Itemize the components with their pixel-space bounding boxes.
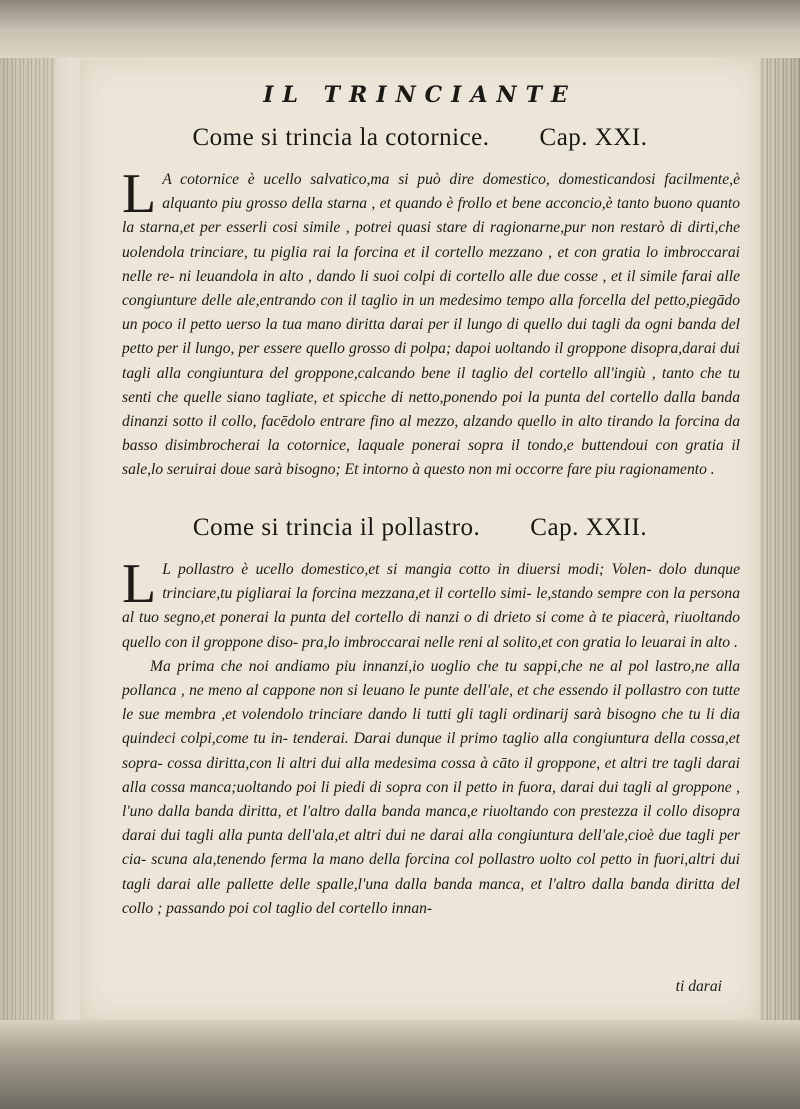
paragraph-text: Ma prima che noi andiamo piu innanzi,io uoglio che tu sappi,che ne al pol lastro,ne alla pollanca , ne meno al cappone non si leuano le punte dell'ale, et che essendo il pollastro con tutte le sue membra ,et volendolo trinciare dando li tutti gli tagli ordinarij sarà bisogno che tu li dia quindeci colpi,come tu in- tenderai. Darai dunque il primo taglio alla congiuntura della cossa,et sopra- cossa diritta,con li altri dui alla medesima cossa à cāto il groppone, et altri tre tagli darai alla cossa manca;uoltando poi li piedi di sopra con il petto in fuora, darai dui tagli al groppone , l'uno dalla banda diritta, et l'altro dalla banda manca,e riuoltando con prestezza il collo disopra darai dui tagli alla punta dell'ala,et altri dui ne darai alla congiuntura dell'ale,cioè due tagli per cia- scuna ala,tenendo ferma la mano della forcina col pollastro uolto col petto in fuori,altri dui tagli darai alle pallette delle spalle,l'una dalla banda manca, et l'altro dalla banda diritta del collo ; passando poi col taglio del cortello innan- [122, 657, 740, 917]
catchword: ti darai [675, 978, 722, 995]
chapter-title: Come si trincia il pollastro. [192, 514, 481, 541]
drop-cap: L [122, 163, 157, 225]
drop-cap: L [122, 553, 157, 615]
book-left-page-edges [0, 58, 55, 1020]
running-head: IL TRINCIANTE [263, 82, 577, 108]
chapter-body-xxi [122, 163, 740, 483]
chapter-heading-xxi [80, 124, 760, 152]
scan-bottom-edge [0, 1020, 800, 1109]
chapter-number: Cap. XXI. [539, 124, 648, 151]
book-page [80, 60, 760, 1020]
paragraph [122, 553, 740, 655]
scan-top-edge [0, 0, 800, 58]
chapter-number: Cap. XXII. [530, 514, 648, 541]
paragraph-text: A cotornice è ucello salvatico,ma si può dire domestico, domesticandosi facilmente,è alquanto piu grosso della starna , et quando è frollo et bene acconcio,è tanto buono quanto la starna,et per esserli cosi simile , potrei quasi stare di ragionarne,pur non restarò di dirti,che uolendola trinciare, tu piglia rai la forcina et il cortello mezzano , et con gratia lo imbroccarai nelle re- ni leuandola in alto , dando li suoi colpi di cortello alle due cosse , et il simile farai alle congiunture delle ale,entrando con il taglio in un medesimo tempo alla forcella del petto,piegādo un poco il petto uerso la tua mano diritta darai per il lungo di quello dui tagli da ogni banda del petto per il lungo, per essere quello grosso di polpa; dapoi uoltando il groppone disopra,darai dui tagli alla congiuntura del groppone,calcando bene il taglio del cortello all'ingiù , tanto che tu senti che quelle siano tagliate, et spicche di netto,ponendo poi la punta del cortello dalla banda dinanzi sotto il collo, facēdolo entrare fino al mezzo, alzando quello in alto tirando la forcina da basso disimbrocherai la cotornice, laquale ponerai sopra il tondo,e buttendoui con gratia il sale,lo seruirai doue sarà bisogno; Et intorno à questo non mi occorre fare piu ragionamento . [122, 171, 740, 479]
paragraph-text: L pollastro è ucello domestico,et si mangia cotto in diuersi modi; Volen- dolo dunque trinciare,tu pigliarai la forcina mezzana,et il cortello simi- le,stando sempre con la persona al tuo segno,et ponerai la punta del cortello di nanzi o di drieto si come à te piacerà, riuoltando quello con il groppone diso- pra,lo imbroccarai nelle reni al solito,et con gratia lo leuarai in alto . [122, 561, 740, 651]
chapter-title: Come si trincia la cotornice. [192, 124, 490, 151]
book-right-page-edges [760, 58, 800, 1020]
paragraph [122, 655, 740, 921]
chapter-body-xxii [122, 553, 740, 921]
chapter-heading-xxii [80, 514, 760, 542]
paragraph [122, 163, 740, 483]
